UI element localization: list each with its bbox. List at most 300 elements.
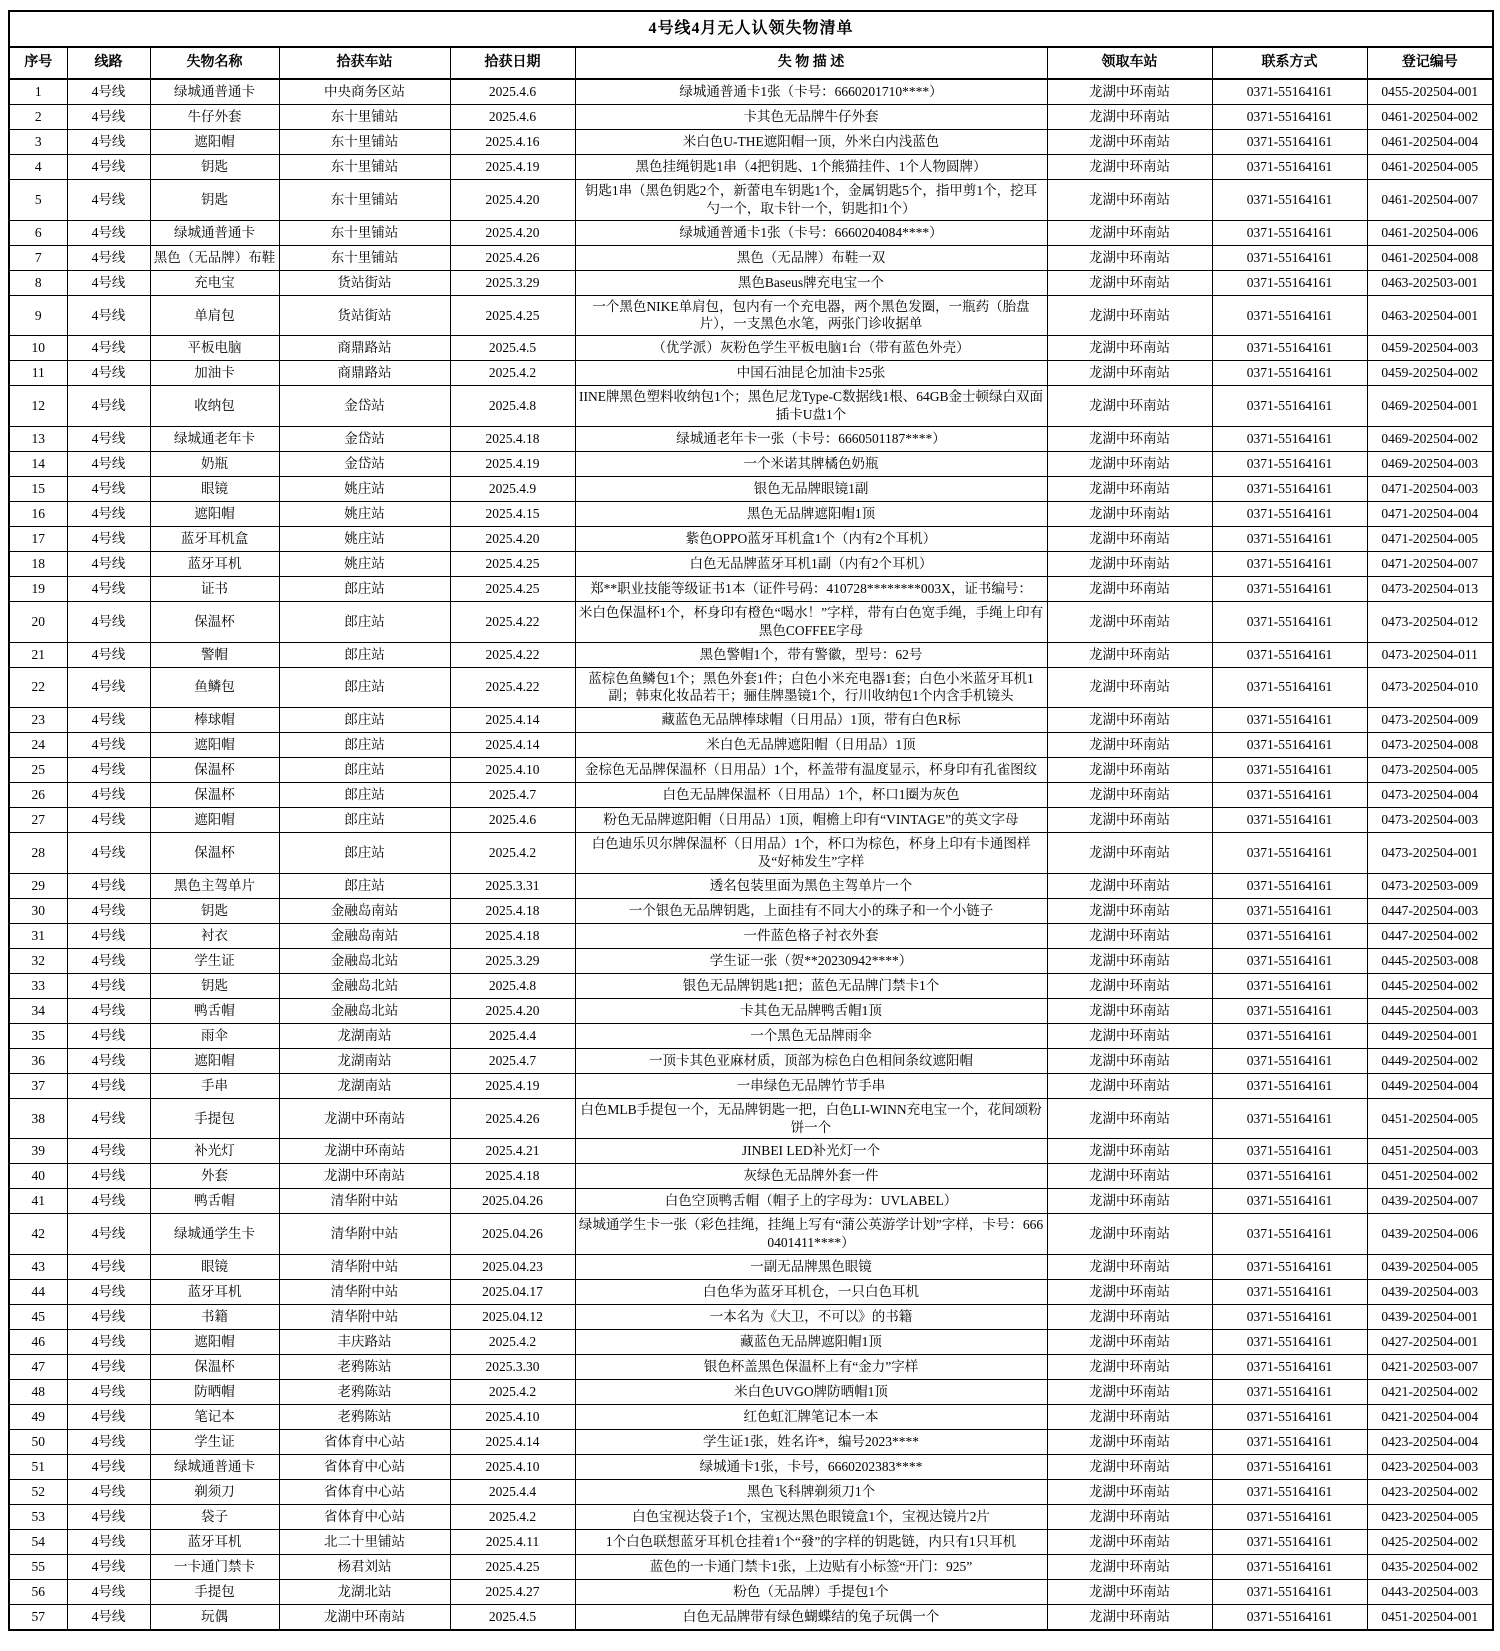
cell-line: 4号线 bbox=[67, 451, 150, 476]
cell-pickup-station: 龙湖中环南站 bbox=[1047, 973, 1212, 998]
table-row bbox=[9, 1280, 1493, 1305]
cell-description: 米白色U-THE遮阳帽一顶，外米白内浅蓝色 bbox=[575, 130, 1047, 155]
cell-found-date: 2025.4.16 bbox=[450, 130, 575, 155]
cell-reg-no: 0439-202504-006 bbox=[1367, 1214, 1493, 1255]
cell-no: 11 bbox=[9, 361, 67, 386]
cell-found-station: 中央商务区站 bbox=[279, 79, 450, 105]
cell-pickup-station: 龙湖中环南站 bbox=[1047, 1380, 1212, 1405]
cell-no: 41 bbox=[9, 1189, 67, 1214]
cell-found-date: 2025.4.25 bbox=[450, 1555, 575, 1580]
table-row bbox=[9, 270, 1493, 295]
cell-line: 4号线 bbox=[67, 1098, 150, 1139]
cell-contact: 0371-55164161 bbox=[1212, 1355, 1367, 1380]
cell-found-station: 龙湖中环南站 bbox=[279, 1139, 450, 1164]
cell-item-name: 保温杯 bbox=[150, 758, 279, 783]
cell-reg-no: 0449-202504-001 bbox=[1367, 1023, 1493, 1048]
cell-pickup-station: 龙湖中环南站 bbox=[1047, 501, 1212, 526]
cell-pickup-station: 龙湖中环南站 bbox=[1047, 551, 1212, 576]
cell-reg-no: 0447-202504-003 bbox=[1367, 898, 1493, 923]
cell-line: 4号线 bbox=[67, 948, 150, 973]
cell-line: 4号线 bbox=[67, 923, 150, 948]
cell-pickup-station: 龙湖中环南站 bbox=[1047, 245, 1212, 270]
cell-pickup-station: 龙湖中环南站 bbox=[1047, 576, 1212, 601]
page-title: 4号线4月无人认领失物清单 bbox=[9, 11, 1493, 47]
table-row bbox=[9, 451, 1493, 476]
cell-line: 4号线 bbox=[67, 1305, 150, 1330]
cell-found-date: 2025.4.6 bbox=[450, 105, 575, 130]
cell-no: 35 bbox=[9, 1023, 67, 1048]
cell-line: 4号线 bbox=[67, 361, 150, 386]
cell-contact: 0371-55164161 bbox=[1212, 526, 1367, 551]
cell-contact: 0371-55164161 bbox=[1212, 1505, 1367, 1530]
cell-line: 4号线 bbox=[67, 1139, 150, 1164]
cell-contact: 0371-55164161 bbox=[1212, 1139, 1367, 1164]
cell-reg-no: 0473-202504-001 bbox=[1367, 833, 1493, 874]
cell-pickup-station: 龙湖中环南站 bbox=[1047, 1330, 1212, 1355]
cell-line: 4号线 bbox=[67, 998, 150, 1023]
cell-no: 1 bbox=[9, 79, 67, 105]
cell-found-date: 2025.4.5 bbox=[450, 1605, 575, 1631]
cell-item-name: 一卡通门禁卡 bbox=[150, 1555, 279, 1580]
cell-item-name: 充电宝 bbox=[150, 270, 279, 295]
col-header-item-name: 失物名称 bbox=[150, 47, 279, 79]
cell-description: 紫色OPPO蓝牙耳机盒1个（内有2个耳机） bbox=[575, 526, 1047, 551]
cell-pickup-station: 龙湖中环南站 bbox=[1047, 1555, 1212, 1580]
cell-reg-no: 0421-202503-007 bbox=[1367, 1355, 1493, 1380]
cell-no: 54 bbox=[9, 1530, 67, 1555]
cell-pickup-station: 龙湖中环南站 bbox=[1047, 758, 1212, 783]
cell-line: 4号线 bbox=[67, 155, 150, 180]
cell-line: 4号线 bbox=[67, 1380, 150, 1405]
cell-pickup-station: 龙湖中环南站 bbox=[1047, 526, 1212, 551]
cell-line: 4号线 bbox=[67, 1023, 150, 1048]
cell-item-name: 遮阳帽 bbox=[150, 808, 279, 833]
table-row bbox=[9, 1405, 1493, 1430]
cell-line: 4号线 bbox=[67, 833, 150, 874]
cell-contact: 0371-55164161 bbox=[1212, 501, 1367, 526]
cell-item-name: 证书 bbox=[150, 576, 279, 601]
cell-pickup-station: 龙湖中环南站 bbox=[1047, 1405, 1212, 1430]
cell-contact: 0371-55164161 bbox=[1212, 1255, 1367, 1280]
cell-contact: 0371-55164161 bbox=[1212, 1305, 1367, 1330]
cell-pickup-station: 龙湖中环南站 bbox=[1047, 1164, 1212, 1189]
cell-no: 28 bbox=[9, 833, 67, 874]
cell-found-date: 2025.4.2 bbox=[450, 361, 575, 386]
cell-reg-no: 0461-202504-004 bbox=[1367, 130, 1493, 155]
cell-pickup-station: 龙湖中环南站 bbox=[1047, 998, 1212, 1023]
cell-found-date: 2025.04.23 bbox=[450, 1255, 575, 1280]
table-row bbox=[9, 1480, 1493, 1505]
cell-item-name: 钥匙 bbox=[150, 180, 279, 221]
cell-pickup-station: 龙湖中环南站 bbox=[1047, 220, 1212, 245]
cell-description: 藏蓝色无品牌棒球帽（日用品）1顶，带有白色R标 bbox=[575, 708, 1047, 733]
cell-contact: 0371-55164161 bbox=[1212, 783, 1367, 808]
cell-item-name: 玩偶 bbox=[150, 1605, 279, 1631]
cell-description: 白色空顶鸭舌帽（帽子上的字母为：UVLABEL） bbox=[575, 1189, 1047, 1214]
cell-line: 4号线 bbox=[67, 295, 150, 336]
cell-line: 4号线 bbox=[67, 79, 150, 105]
table-row bbox=[9, 998, 1493, 1023]
cell-found-station: 东十里铺站 bbox=[279, 180, 450, 221]
cell-contact: 0371-55164161 bbox=[1212, 270, 1367, 295]
cell-no: 8 bbox=[9, 270, 67, 295]
cell-item-name: 鸭舌帽 bbox=[150, 1189, 279, 1214]
cell-found-date: 2025.4.19 bbox=[450, 1073, 575, 1098]
cell-item-name: 外套 bbox=[150, 1164, 279, 1189]
cell-reg-no: 0461-202504-002 bbox=[1367, 105, 1493, 130]
cell-reg-no: 0423-202504-004 bbox=[1367, 1430, 1493, 1455]
cell-found-station: 郎庄站 bbox=[279, 642, 450, 667]
cell-contact: 0371-55164161 bbox=[1212, 1530, 1367, 1555]
cell-found-station: 金融岛南站 bbox=[279, 923, 450, 948]
cell-pickup-station: 龙湖中环南站 bbox=[1047, 1580, 1212, 1605]
cell-found-station: 郎庄站 bbox=[279, 873, 450, 898]
cell-found-station: 姚庄站 bbox=[279, 551, 450, 576]
cell-found-date: 2025.4.19 bbox=[450, 451, 575, 476]
cell-found-date: 2025.4.20 bbox=[450, 220, 575, 245]
cell-found-station: 东十里铺站 bbox=[279, 155, 450, 180]
cell-pickup-station: 龙湖中环南站 bbox=[1047, 642, 1212, 667]
cell-contact: 0371-55164161 bbox=[1212, 667, 1367, 708]
cell-line: 4号线 bbox=[67, 873, 150, 898]
cell-contact: 0371-55164161 bbox=[1212, 758, 1367, 783]
cell-reg-no: 0445-202504-003 bbox=[1367, 998, 1493, 1023]
cell-description: 黑色警帽1个，带有警徽，型号：62号 bbox=[575, 642, 1047, 667]
cell-found-station: 郎庄站 bbox=[279, 667, 450, 708]
table-row bbox=[9, 386, 1493, 427]
cell-contact: 0371-55164161 bbox=[1212, 79, 1367, 105]
cell-contact: 0371-55164161 bbox=[1212, 180, 1367, 221]
cell-line: 4号线 bbox=[67, 130, 150, 155]
cell-found-station: 郎庄站 bbox=[279, 833, 450, 874]
cell-line: 4号线 bbox=[67, 501, 150, 526]
cell-pickup-station: 龙湖中环南站 bbox=[1047, 105, 1212, 130]
cell-found-station: 省体育中心站 bbox=[279, 1430, 450, 1455]
cell-line: 4号线 bbox=[67, 1555, 150, 1580]
cell-no: 19 bbox=[9, 576, 67, 601]
cell-pickup-station: 龙湖中环南站 bbox=[1047, 1048, 1212, 1073]
cell-no: 56 bbox=[9, 1580, 67, 1605]
cell-reg-no: 0473-202503-009 bbox=[1367, 873, 1493, 898]
table-row bbox=[9, 758, 1493, 783]
cell-no: 17 bbox=[9, 526, 67, 551]
cell-no: 31 bbox=[9, 923, 67, 948]
cell-found-date: 2025.4.22 bbox=[450, 642, 575, 667]
cell-contact: 0371-55164161 bbox=[1212, 948, 1367, 973]
col-header-line: 线路 bbox=[67, 47, 150, 79]
cell-no: 9 bbox=[9, 295, 67, 336]
cell-description: 一个银色无品牌钥匙，上面挂有不同大小的珠子和一个小链子 bbox=[575, 898, 1047, 923]
cell-contact: 0371-55164161 bbox=[1212, 1023, 1367, 1048]
cell-contact: 0371-55164161 bbox=[1212, 1280, 1367, 1305]
table-row bbox=[9, 1048, 1493, 1073]
cell-no: 20 bbox=[9, 601, 67, 642]
table-row bbox=[9, 1330, 1493, 1355]
cell-item-name: 奶瓶 bbox=[150, 451, 279, 476]
cell-no: 13 bbox=[9, 426, 67, 451]
cell-reg-no: 0449-202504-004 bbox=[1367, 1073, 1493, 1098]
cell-contact: 0371-55164161 bbox=[1212, 1164, 1367, 1189]
cell-line: 4号线 bbox=[67, 1189, 150, 1214]
cell-contact: 0371-55164161 bbox=[1212, 873, 1367, 898]
table-row bbox=[9, 973, 1493, 998]
table-row bbox=[9, 551, 1493, 576]
cell-description: 绿城通普通卡1张（卡号：6660204084****） bbox=[575, 220, 1047, 245]
cell-contact: 0371-55164161 bbox=[1212, 1605, 1367, 1631]
cell-line: 4号线 bbox=[67, 708, 150, 733]
cell-contact: 0371-55164161 bbox=[1212, 386, 1367, 427]
cell-no: 36 bbox=[9, 1048, 67, 1073]
lost-items-table-body bbox=[9, 79, 1493, 1630]
cell-item-name: 保温杯 bbox=[150, 601, 279, 642]
cell-found-date: 2025.4.20 bbox=[450, 998, 575, 1023]
cell-found-station: 郎庄站 bbox=[279, 808, 450, 833]
cell-reg-no: 0423-202504-003 bbox=[1367, 1455, 1493, 1480]
cell-contact: 0371-55164161 bbox=[1212, 1214, 1367, 1255]
table-row bbox=[9, 1580, 1493, 1605]
cell-found-station: 龙湖中环南站 bbox=[279, 1098, 450, 1139]
cell-reg-no: 0461-202504-008 bbox=[1367, 245, 1493, 270]
cell-contact: 0371-55164161 bbox=[1212, 973, 1367, 998]
cell-no: 43 bbox=[9, 1255, 67, 1280]
cell-contact: 0371-55164161 bbox=[1212, 1189, 1367, 1214]
cell-found-date: 2025.4.7 bbox=[450, 783, 575, 808]
cell-found-station: 商鼎路站 bbox=[279, 336, 450, 361]
cell-line: 4号线 bbox=[67, 386, 150, 427]
cell-description: 银色无品牌眼镜1副 bbox=[575, 476, 1047, 501]
cell-item-name: 牛仔外套 bbox=[150, 105, 279, 130]
cell-item-name: 加油卡 bbox=[150, 361, 279, 386]
cell-line: 4号线 bbox=[67, 1505, 150, 1530]
cell-found-station: 东十里铺站 bbox=[279, 130, 450, 155]
table-row bbox=[9, 1530, 1493, 1555]
table-row bbox=[9, 642, 1493, 667]
table-row bbox=[9, 526, 1493, 551]
cell-no: 46 bbox=[9, 1330, 67, 1355]
cell-contact: 0371-55164161 bbox=[1212, 1405, 1367, 1430]
cell-pickup-station: 龙湖中环南站 bbox=[1047, 476, 1212, 501]
table-row bbox=[9, 1605, 1493, 1631]
cell-found-date: 2025.4.22 bbox=[450, 601, 575, 642]
cell-no: 37 bbox=[9, 1073, 67, 1098]
cell-found-station: 老鸦陈站 bbox=[279, 1380, 450, 1405]
cell-line: 4号线 bbox=[67, 1405, 150, 1430]
cell-no: 57 bbox=[9, 1605, 67, 1631]
cell-reg-no: 0473-202504-011 bbox=[1367, 642, 1493, 667]
table-row bbox=[9, 1305, 1493, 1330]
cell-found-station: 郎庄站 bbox=[279, 758, 450, 783]
cell-found-station: 金岱站 bbox=[279, 426, 450, 451]
cell-description: 绿城通老年卡一张（卡号：6660501187****） bbox=[575, 426, 1047, 451]
cell-pickup-station: 龙湖中环南站 bbox=[1047, 1073, 1212, 1098]
cell-item-name: 遮阳帽 bbox=[150, 733, 279, 758]
cell-found-station: 姚庄站 bbox=[279, 526, 450, 551]
table-row bbox=[9, 361, 1493, 386]
cell-item-name: 鱼鳞包 bbox=[150, 667, 279, 708]
cell-pickup-station: 龙湖中环南站 bbox=[1047, 1430, 1212, 1455]
cell-found-date: 2025.4.14 bbox=[450, 708, 575, 733]
cell-item-name: 袋子 bbox=[150, 1505, 279, 1530]
cell-item-name: 钥匙 bbox=[150, 898, 279, 923]
cell-pickup-station: 龙湖中环南站 bbox=[1047, 873, 1212, 898]
cell-reg-no: 0451-202504-005 bbox=[1367, 1098, 1493, 1139]
cell-line: 4号线 bbox=[67, 758, 150, 783]
cell-contact: 0371-55164161 bbox=[1212, 476, 1367, 501]
cell-found-station: 金岱站 bbox=[279, 386, 450, 427]
cell-found-date: 2025.4.25 bbox=[450, 551, 575, 576]
cell-line: 4号线 bbox=[67, 245, 150, 270]
cell-contact: 0371-55164161 bbox=[1212, 1555, 1367, 1580]
table-row bbox=[9, 105, 1493, 130]
cell-line: 4号线 bbox=[67, 973, 150, 998]
cell-description: 一副无品牌黑色眼镜 bbox=[575, 1255, 1047, 1280]
cell-item-name: 保温杯 bbox=[150, 1355, 279, 1380]
cell-contact: 0371-55164161 bbox=[1212, 361, 1367, 386]
cell-reg-no: 0451-202504-003 bbox=[1367, 1139, 1493, 1164]
cell-found-station: 省体育中心站 bbox=[279, 1505, 450, 1530]
cell-no: 24 bbox=[9, 733, 67, 758]
cell-found-station: 清华附中站 bbox=[279, 1280, 450, 1305]
cell-found-station: 北二十里铺站 bbox=[279, 1530, 450, 1555]
cell-found-station: 郎庄站 bbox=[279, 576, 450, 601]
cell-found-date: 2025.4.10 bbox=[450, 758, 575, 783]
cell-found-date: 2025.4.26 bbox=[450, 245, 575, 270]
cell-description: 白色迪乐贝尔牌保温杯（日用品）1个，杯口为棕色，杯身上印有卡通图样及“好柿发生”字样 bbox=[575, 833, 1047, 874]
cell-description: 白色华为蓝牙耳机仓，一只白色耳机 bbox=[575, 1280, 1047, 1305]
cell-reg-no: 0443-202504-003 bbox=[1367, 1580, 1493, 1605]
cell-reg-no: 0473-202504-005 bbox=[1367, 758, 1493, 783]
cell-item-name: 蓝牙耳机 bbox=[150, 1280, 279, 1305]
cell-no: 22 bbox=[9, 667, 67, 708]
cell-description: 一本名为《大卫，不可以》的书籍 bbox=[575, 1305, 1047, 1330]
cell-found-date: 2025.4.4 bbox=[450, 1480, 575, 1505]
cell-line: 4号线 bbox=[67, 105, 150, 130]
cell-line: 4号线 bbox=[67, 1255, 150, 1280]
cell-item-name: 遮阳帽 bbox=[150, 1330, 279, 1355]
cell-no: 14 bbox=[9, 451, 67, 476]
cell-found-station: 金融岛南站 bbox=[279, 898, 450, 923]
cell-reg-no: 0421-202504-004 bbox=[1367, 1405, 1493, 1430]
cell-line: 4号线 bbox=[67, 526, 150, 551]
cell-pickup-station: 龙湖中环南站 bbox=[1047, 1139, 1212, 1164]
cell-contact: 0371-55164161 bbox=[1212, 105, 1367, 130]
cell-pickup-station: 龙湖中环南站 bbox=[1047, 1098, 1212, 1139]
cell-description: 蓝色的一卡通门禁卡1张，上边贴有小标签“开门：925” bbox=[575, 1555, 1047, 1580]
cell-pickup-station: 龙湖中环南站 bbox=[1047, 1255, 1212, 1280]
cell-found-station: 货站街站 bbox=[279, 295, 450, 336]
cell-found-date: 2025.4.25 bbox=[450, 295, 575, 336]
cell-description: 中国石油昆仑加油卡25张 bbox=[575, 361, 1047, 386]
cell-reg-no: 0471-202504-003 bbox=[1367, 476, 1493, 501]
cell-found-station: 商鼎路站 bbox=[279, 361, 450, 386]
table-row bbox=[9, 1355, 1493, 1380]
table-row bbox=[9, 576, 1493, 601]
table-row bbox=[9, 1380, 1493, 1405]
cell-description: 白色无品牌蓝牙耳机1副（内有2个耳机） bbox=[575, 551, 1047, 576]
table-row bbox=[9, 1255, 1493, 1280]
cell-description: 藏蓝色无品牌遮阳帽1顶 bbox=[575, 1330, 1047, 1355]
cell-item-name: 警帽 bbox=[150, 642, 279, 667]
cell-item-name: 蓝牙耳机盒 bbox=[150, 526, 279, 551]
cell-reg-no: 0471-202504-007 bbox=[1367, 551, 1493, 576]
cell-contact: 0371-55164161 bbox=[1212, 833, 1367, 874]
cell-contact: 0371-55164161 bbox=[1212, 1098, 1367, 1139]
cell-found-station: 货站街站 bbox=[279, 270, 450, 295]
cell-found-station: 郎庄站 bbox=[279, 601, 450, 642]
cell-reg-no: 0439-202504-005 bbox=[1367, 1255, 1493, 1280]
cell-contact: 0371-55164161 bbox=[1212, 1330, 1367, 1355]
cell-found-station: 龙湖北站 bbox=[279, 1580, 450, 1605]
lost-items-table bbox=[8, 10, 1494, 1631]
cell-no: 38 bbox=[9, 1098, 67, 1139]
cell-found-date: 2025.4.7 bbox=[450, 1048, 575, 1073]
cell-contact: 0371-55164161 bbox=[1212, 642, 1367, 667]
cell-found-station: 金融岛北站 bbox=[279, 998, 450, 1023]
cell-pickup-station: 龙湖中环南站 bbox=[1047, 180, 1212, 221]
cell-found-date: 2025.4.26 bbox=[450, 1098, 575, 1139]
cell-description: JINBEI LED补光灯一个 bbox=[575, 1139, 1047, 1164]
cell-found-date: 2025.4.8 bbox=[450, 386, 575, 427]
cell-line: 4号线 bbox=[67, 336, 150, 361]
table-row bbox=[9, 130, 1493, 155]
cell-item-name: 钥匙 bbox=[150, 973, 279, 998]
cell-no: 18 bbox=[9, 551, 67, 576]
cell-reg-no: 0469-202504-003 bbox=[1367, 451, 1493, 476]
cell-no: 45 bbox=[9, 1305, 67, 1330]
cell-no: 2 bbox=[9, 105, 67, 130]
cell-found-date: 2025.4.9 bbox=[450, 476, 575, 501]
table-row bbox=[9, 948, 1493, 973]
cell-item-name: 黑色主驾单片 bbox=[150, 873, 279, 898]
cell-item-name: 衬衣 bbox=[150, 923, 279, 948]
cell-no: 52 bbox=[9, 1480, 67, 1505]
cell-line: 4号线 bbox=[67, 220, 150, 245]
cell-contact: 0371-55164161 bbox=[1212, 426, 1367, 451]
cell-description: 透名包装里面为黑色主驾单片一个 bbox=[575, 873, 1047, 898]
cell-description: 一串绿色无品牌竹节手串 bbox=[575, 1073, 1047, 1098]
cell-pickup-station: 龙湖中环南站 bbox=[1047, 1480, 1212, 1505]
cell-found-station: 东十里铺站 bbox=[279, 245, 450, 270]
cell-reg-no: 0463-202503-001 bbox=[1367, 270, 1493, 295]
cell-line: 4号线 bbox=[67, 1048, 150, 1073]
cell-no: 44 bbox=[9, 1280, 67, 1305]
cell-contact: 0371-55164161 bbox=[1212, 998, 1367, 1023]
cell-description: 米白色无品牌遮阳帽（日用品）1顶 bbox=[575, 733, 1047, 758]
table-row bbox=[9, 667, 1493, 708]
table-row bbox=[9, 708, 1493, 733]
table-row bbox=[9, 898, 1493, 923]
cell-description: 钥匙1串（黑色钥匙2个，新蕾电车钥匙1个，金属钥匙5个，指甲剪1个，挖耳勺一个，取卡针一个，钥匙扣1个） bbox=[575, 180, 1047, 221]
cell-found-station: 金融岛北站 bbox=[279, 948, 450, 973]
cell-no: 48 bbox=[9, 1380, 67, 1405]
cell-found-date: 2025.04.17 bbox=[450, 1280, 575, 1305]
cell-item-name: 手提包 bbox=[150, 1098, 279, 1139]
cell-description: 一顶卡其色亚麻材质，顶部为棕色白色相间条纹遮阳帽 bbox=[575, 1048, 1047, 1073]
cell-item-name: 绿城通普通卡 bbox=[150, 220, 279, 245]
cell-description: 白色无品牌保温杯（日用品）1个，杯口1圈为灰色 bbox=[575, 783, 1047, 808]
cell-pickup-station: 龙湖中环南站 bbox=[1047, 708, 1212, 733]
cell-item-name: 绿城通学生卡 bbox=[150, 1214, 279, 1255]
cell-found-date: 2025.04.26 bbox=[450, 1214, 575, 1255]
cell-reg-no: 0473-202504-004 bbox=[1367, 783, 1493, 808]
cell-item-name: 蓝牙耳机 bbox=[150, 1530, 279, 1555]
cell-contact: 0371-55164161 bbox=[1212, 708, 1367, 733]
cell-item-name: 眼镜 bbox=[150, 476, 279, 501]
cell-description: 粉色无品牌遮阳帽（日用品）1顶，帽檐上印有“VINTAGE”的英文字母 bbox=[575, 808, 1047, 833]
cell-description: 学生证1张，姓名许*，编号2023**** bbox=[575, 1430, 1047, 1455]
cell-description: 黑色飞科牌剃须刀1个 bbox=[575, 1480, 1047, 1505]
cell-found-station: 龙湖中环南站 bbox=[279, 1605, 450, 1631]
